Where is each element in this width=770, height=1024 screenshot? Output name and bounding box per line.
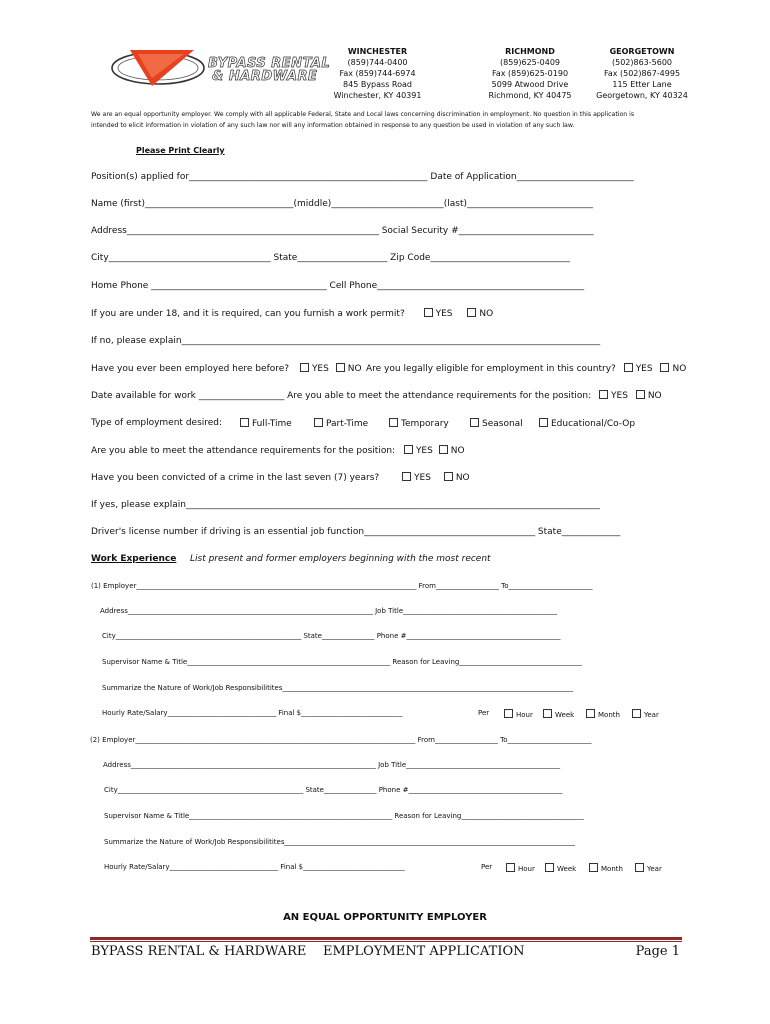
checkbox-icon <box>624 363 633 372</box>
employer-1-hour-option[interactable]: Hour <box>504 709 533 719</box>
checkbox-icon <box>240 418 249 427</box>
type-educational[interactable]: Educational/Co-Op <box>539 418 635 429</box>
checkbox-icon <box>539 418 548 427</box>
location-street: 845 Bypass Road <box>343 80 412 89</box>
eeo-notice-line1: We are an equal opportunity employer. We comply with all applicable Federal, State and Local laws concerning discrimination in employment. No question in this application is <box>91 111 635 118</box>
if-yes-explain-field[interactable]: If yes, please explain____________________________________________________________________________________________ <box>91 500 600 510</box>
location-name: WINCHESTER <box>347 47 408 56</box>
checkbox-icon <box>586 709 595 718</box>
employer-2-city-field[interactable]: City_____________________________________________________ State_______________ Phone #____________________________________________ <box>104 786 563 794</box>
location-city: Winchester, KY 40391 <box>333 91 422 100</box>
location-richmond <box>470 46 590 101</box>
checkbox-icon <box>470 418 479 427</box>
work-experience-heading: Work Experience <box>91 554 177 564</box>
drivers-license-field[interactable]: Driver's license number if driving is an essential job function______________________________________ State_____________ <box>91 527 621 537</box>
under18-question <box>91 308 493 319</box>
convicted-yes[interactable]: YES <box>402 473 431 483</box>
location-street: 115 Etter Lane <box>612 80 672 89</box>
checkbox-icon <box>402 472 411 481</box>
name-field[interactable]: Name (first)_________________________________(middle)_________________________(last)____________________________ <box>91 199 594 209</box>
location-fax: Fax (859)744-6974 <box>339 69 416 78</box>
location-phone: (859)744-0400 <box>347 58 408 67</box>
checkbox-icon <box>404 445 413 454</box>
employer-1-year-option[interactable]: Year <box>632 709 659 719</box>
location-phone: (859)625-0409 <box>499 58 561 67</box>
address-ssn-field[interactable]: Address________________________________________________________ Social Security #______________________________ <box>91 226 594 236</box>
checkbox-icon <box>632 709 641 718</box>
type-full-time[interactable]: Full-Time <box>240 418 292 429</box>
location-fax: Fax (859)625-0190 <box>491 69 569 78</box>
employer-2-summary-field[interactable]: Summarize the Nature of Work/Job Responsibilitites___________________________________________________________________________________ <box>104 838 576 846</box>
employer-2-month-option[interactable]: Month <box>589 863 623 873</box>
eligible-no[interactable]: NO <box>660 364 686 374</box>
under18-label: If you are under 18, and it is required, can you furnish a work permit? <box>91 309 405 319</box>
employer-1-supervisor-field[interactable]: Supervisor Name & Title__________________________________________________________ Reason for Leaving___________________________________ <box>102 658 582 666</box>
logo-text-line2: & HARDWARE <box>212 69 318 84</box>
employer-1-field[interactable]: (1) Employer________________________________________________________________________________ From__________________ To________________________ <box>91 582 593 590</box>
footer-page-number: Page 1 <box>635 944 680 959</box>
eligible-yes[interactable]: YES <box>624 364 653 374</box>
checkbox-icon <box>439 445 448 454</box>
checkbox-icon <box>314 418 323 427</box>
attendance-no[interactable]: NO <box>439 446 465 456</box>
checkbox-icon <box>504 709 513 718</box>
footer-document-title: EMPLOYMENT APPLICATION <box>323 944 525 959</box>
location-city: Richmond, KY 40475 <box>488 91 572 100</box>
checkbox-icon <box>300 363 309 372</box>
type-seasonal[interactable]: Seasonal <box>470 418 523 429</box>
employer-2-supervisor-field[interactable]: Supervisor Name & Title__________________________________________________________ Reason for Leaving___________________________________ <box>104 812 584 820</box>
employer-1-week-option[interactable]: Week <box>543 709 574 719</box>
checkbox-icon <box>599 390 608 399</box>
date-available-no[interactable]: NO <box>636 391 662 401</box>
under18-yes[interactable]: YES <box>424 309 453 319</box>
location-city: Georgetown, KY 40324 <box>596 91 688 100</box>
phone-field[interactable]: Home Phone _______________________________________ Cell Phone______________________________________________ <box>91 281 585 291</box>
location-georgetown <box>582 46 702 101</box>
city-state-zip-field[interactable]: City____________________________________ State____________________ Zip Code_______________________________ <box>91 253 570 263</box>
type-part-time[interactable]: Part-Time <box>314 418 368 429</box>
checkbox-icon <box>467 308 476 317</box>
under18-no[interactable]: NO <box>467 309 493 319</box>
employed-before-yes[interactable]: YES <box>300 364 329 374</box>
location-name: RICHMOND <box>505 47 555 56</box>
checkbox-icon <box>636 390 645 399</box>
location-fax: Fax (502)867-4995 <box>603 69 681 78</box>
employed-before-question: Have you ever been employed here before? YES NO <box>91 364 362 374</box>
if-no-explain-field[interactable]: If no, please explain_____________________________________________________________________________________________ <box>91 336 601 346</box>
employer-1-per-label: Per <box>478 709 490 717</box>
footer-rule-thin <box>90 941 682 942</box>
employer-2-field[interactable]: (2) Employer________________________________________________________________________________ From__________________ To________________________ <box>90 736 592 744</box>
checkbox-icon <box>444 472 453 481</box>
employer-2-rate-field[interactable]: Hourly Rate/Salary_______________________________ Final $_____________________________ <box>104 863 405 871</box>
employer-2-address-field[interactable]: Address______________________________________________________________________ Job Title____________________________________________ <box>103 761 561 769</box>
location-name: GEORGETOWN <box>609 47 675 56</box>
date-available-yes[interactable]: YES <box>599 391 628 401</box>
location-winchester <box>320 46 435 101</box>
checkbox-icon <box>635 863 644 872</box>
employer-1-month-option[interactable]: Month <box>586 709 620 719</box>
date-available-question: Date available for work ___________________ Are you able to meet the attendance requirements for the position: YES NO <box>91 391 662 401</box>
employer-1-summary-field[interactable]: Summarize the Nature of Work/Job Responsibilitites___________________________________________________________________________________ <box>102 684 574 692</box>
checkbox-icon <box>545 863 554 872</box>
employer-1-rate-field[interactable]: Hourly Rate/Salary_______________________________ Final $_____________________________ <box>102 709 403 717</box>
checkbox-icon <box>389 418 398 427</box>
checkbox-icon <box>589 863 598 872</box>
convicted-question: Have you been convicted of a crime in the last seven (7) years? YES NO <box>91 473 470 483</box>
footer-rule <box>90 937 682 940</box>
checkbox-icon <box>336 363 345 372</box>
checkbox-icon <box>660 363 669 372</box>
employer-2-week-option[interactable]: Week <box>545 863 576 873</box>
work-experience-subtitle: List present and former employers beginning with the most recent <box>190 554 491 564</box>
position-date-field[interactable]: Position(s) applied for_____________________________________________________ Date of Application__________________________ <box>91 172 634 182</box>
employment-type-label: Type of employment desired: <box>91 418 223 428</box>
checkbox-icon <box>543 709 552 718</box>
type-temporary[interactable]: Temporary <box>389 418 449 429</box>
employer-1-address-field[interactable]: Address______________________________________________________________________ Job Title____________________________________________ <box>100 607 558 615</box>
checkbox-icon <box>506 863 515 872</box>
location-street: 5099 Atwood Drive <box>491 80 569 89</box>
attendance-yes[interactable]: YES <box>404 446 433 456</box>
footer-company: BYPASS RENTAL & HARDWARE <box>91 944 307 959</box>
eeo-notice-line2: intended to elicit information in violation of any such law nor will any information obtained in response to any question be used in violation of any such law. <box>91 122 575 129</box>
employed-before-no[interactable]: NO <box>336 364 362 374</box>
attendance-question: Are you able to meet the attendance requirements for the position: YES NO <box>91 446 465 456</box>
checkbox-icon <box>424 308 433 317</box>
employer-1-city-field[interactable]: City_____________________________________________________ State_______________ Phone #____________________________________________ <box>102 632 561 640</box>
employer-2-hour-option[interactable]: Hour <box>506 863 535 873</box>
employer-2-year-option[interactable]: Year <box>635 863 662 873</box>
employer-2-per-label: Per <box>481 863 493 871</box>
company-logo <box>108 42 331 92</box>
logo-text-line1: BYPASS RENTAL <box>208 56 331 71</box>
print-clearly-heading: Please Print Clearly <box>136 146 225 155</box>
location-phone: (502)863-5600 <box>611 58 673 67</box>
equal-opportunity-banner: AN EQUAL OPPORTUNITY EMPLOYER <box>283 912 487 923</box>
eligible-question: Are you legally eligible for employment in this country? YES NO <box>366 364 687 374</box>
convicted-no[interactable]: NO <box>444 473 470 483</box>
